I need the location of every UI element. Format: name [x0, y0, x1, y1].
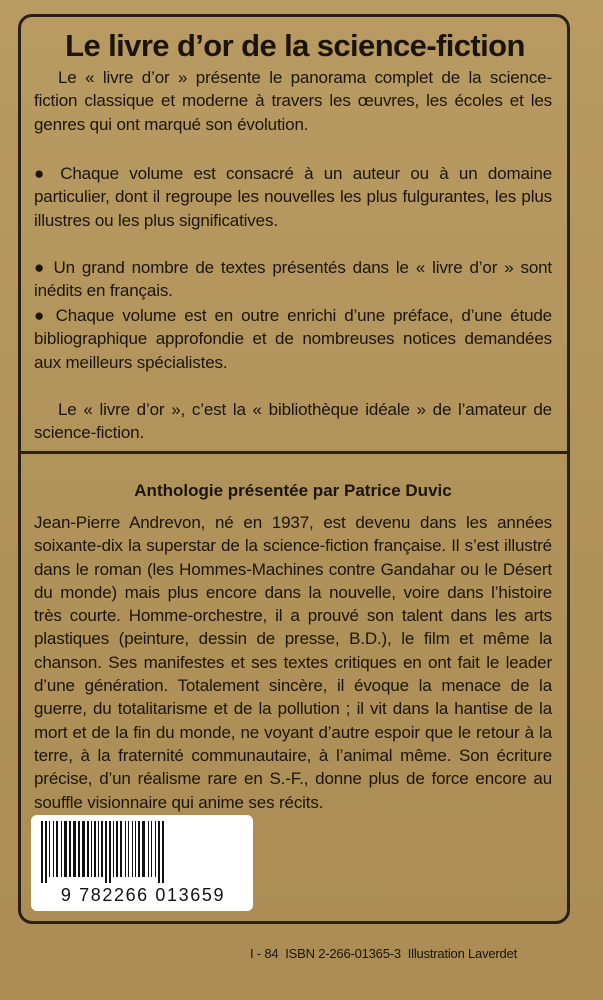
- barcode-bar: [105, 821, 107, 883]
- barcode-bar: [53, 821, 54, 877]
- barcode-bar: [155, 821, 156, 877]
- intro-closing-paragraph: [34, 398, 552, 445]
- barcode-bar: [94, 821, 96, 877]
- barcode-bar: [158, 821, 160, 883]
- barcode-bar: [101, 821, 103, 877]
- bullet-icon: ●: [34, 306, 48, 325]
- intro-paragraph: [34, 66, 552, 136]
- barcode-bar: [162, 821, 164, 883]
- barcode-bar: [49, 821, 50, 877]
- barcode-bar: [56, 821, 58, 877]
- barcode-bar: [113, 821, 114, 877]
- barcode-number: 9 782266 013659: [60, 885, 226, 905]
- isbn: ISBN 2-266-01365-3: [285, 946, 401, 961]
- bullet-text: Chaque volume est consacré à un auteur ou à un domaine particulier, dont il regroupe les nouvelles les plus fulgurantes, les plus illustres ou les plus significatives.: [34, 164, 553, 230]
- barcode-bar: [45, 821, 47, 883]
- barcode-bar: [78, 821, 80, 877]
- series-title: Le livre d’or de la science-fiction: [65, 28, 525, 63]
- barcode-bar: [98, 821, 99, 877]
- barcode-bar: [120, 821, 122, 877]
- barcode-bar: [135, 821, 136, 877]
- intro-bullet-item: [34, 256, 552, 303]
- barcode-bar: [87, 821, 89, 877]
- bullet-text: Un grand nombre de textes présentés dans le « livre d’or » sont inédits en français.: [34, 258, 553, 301]
- section-divider: [18, 451, 570, 454]
- barcode-bar: [109, 821, 111, 883]
- barcode-bar: [132, 821, 133, 877]
- barcode-bar: [64, 821, 67, 877]
- anthology-credit: Anthologie présentée par Patrice Duvic: [134, 481, 452, 500]
- barcode-bar: [82, 821, 85, 877]
- bullet-text: Chaque volume est en outre enrichi d’une préface, d’une étude bibliographique approfondie et de nombreuses notices demandées aux meilleurs spécialistes.: [34, 306, 552, 372]
- intro-bullet-item: [34, 304, 552, 374]
- author-bio: Jean-Pierre Andrevon, né en 1937, est devenu dans les années soixante-dix la superstar de la science-fiction française. Il s’est illustré dans le roman (les Hommes-Machines contre Gandahar ou le Désert du monde) mais plus encore dans la nouvelle, voire dans l’histoire très courte. Homme-orchestre, il a prouvé son talent dans les arts plastiques (peinture, dessin de presse, B.D.), le film et même la chanson. Ses manifestes et ses textes critiques en ont fait le leader d’une génération. Totalement sincère, il évoque la menace de la guerre, du totalitarisme et de la pollution ; il vit dans la hantise de la mort et de la fin du monde, ne voyant d’autre espoir que le retour à la terre, à la fraternité communautaire, à l’animal même. Son écriture précise, d’un réalisme rare en S.-F., donne plus de force encore au souffle visionnaire qui anime ses récits.: [34, 513, 552, 812]
- intro-text: Le « livre d’or » présente le panorama complet de la science-fiction classique et moderne à travers les œuvres, les écoles et les genres qui ont marqué son évolution.: [34, 68, 552, 134]
- barcode-bar: [116, 821, 118, 877]
- barcode-bar: [128, 821, 129, 877]
- intro-bullet-item: [34, 162, 552, 232]
- barcode-bar: [69, 821, 71, 877]
- barcode-bar: [91, 821, 92, 877]
- barcode-bar: [148, 821, 149, 877]
- barcode-bar: [138, 821, 140, 877]
- barcode-bar: [61, 821, 62, 877]
- bullet-icon: ●: [34, 258, 47, 277]
- barcode-bar: [125, 821, 126, 877]
- barcode-bars: [39, 821, 245, 883]
- edition-code: I - 84: [250, 946, 279, 961]
- barcode-bar: [73, 821, 76, 877]
- barcode: [31, 815, 253, 911]
- illustration-credit: Illustration Laverdet: [407, 946, 518, 961]
- bullet-icon: ●: [34, 164, 50, 183]
- barcode-bar: [142, 821, 145, 877]
- closing-text: Le « livre d’or », c’est la « bibliothèque idéale » de l’amateur de science-fiction.: [34, 400, 552, 443]
- footer-credits: [250, 946, 595, 961]
- barcode-bar: [41, 821, 43, 883]
- barcode-bar: [151, 821, 152, 877]
